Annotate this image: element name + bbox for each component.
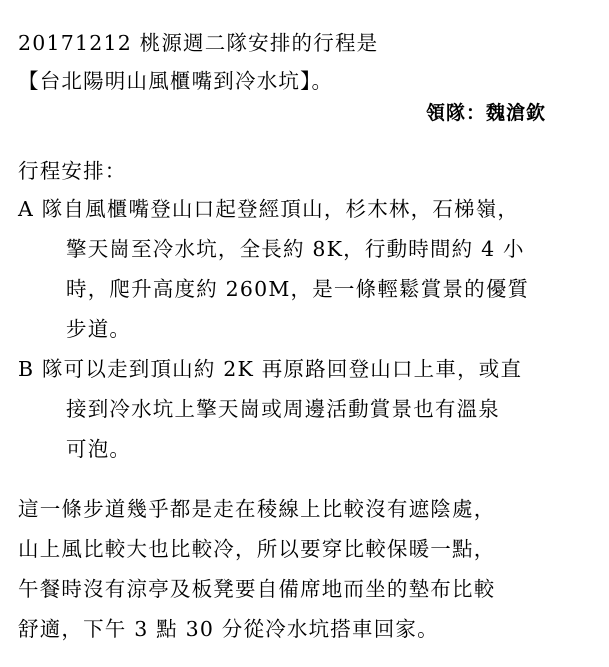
team-b-line: B 隊可以走到頂山約 2K 再原路回登山口上車，或直 [18, 357, 523, 381]
team-leader: 領隊：魏滄欽 [426, 102, 547, 124]
team-a-line: 時，爬升高度約 260M，是一條輕鬆賞景的優質 [66, 277, 530, 301]
title-line-2: 【台北陽明山風櫃嘴到冷水坑】。 [18, 69, 334, 93]
schedule-heading: 行程安排： [18, 159, 127, 183]
team-a-line: 步道。 [66, 317, 132, 341]
notes-line: 山上風比較大也比較冷，所以要穿比較保暖一點， [18, 537, 496, 561]
team-a-line: 擎天崗至冷水坑，全長約 8K，行動時間約 4 小 [66, 237, 525, 261]
team-b-line: 可泡。 [66, 437, 132, 461]
notes-line: 這一條步道幾乎都是走在稜線上比較沒有遮陰處， [18, 497, 496, 521]
team-a-line: A 隊自風櫃嘴登山口起登經頂山，杉木林，石梯嶺， [18, 197, 520, 221]
title-line-1: 20171212 桃源週二隊安排的行程是 [18, 31, 379, 55]
notes-line: 舒適，下午 3 點 30 分從冷水坑搭車回家。 [18, 617, 439, 641]
notes-line: 午餐時沒有涼亭及板凳要自備席地而坐的墊布比較 [18, 577, 496, 601]
team-b-line: 接到冷水坑上擎天崗或周邊活動賞景也有溫泉 [66, 397, 500, 421]
